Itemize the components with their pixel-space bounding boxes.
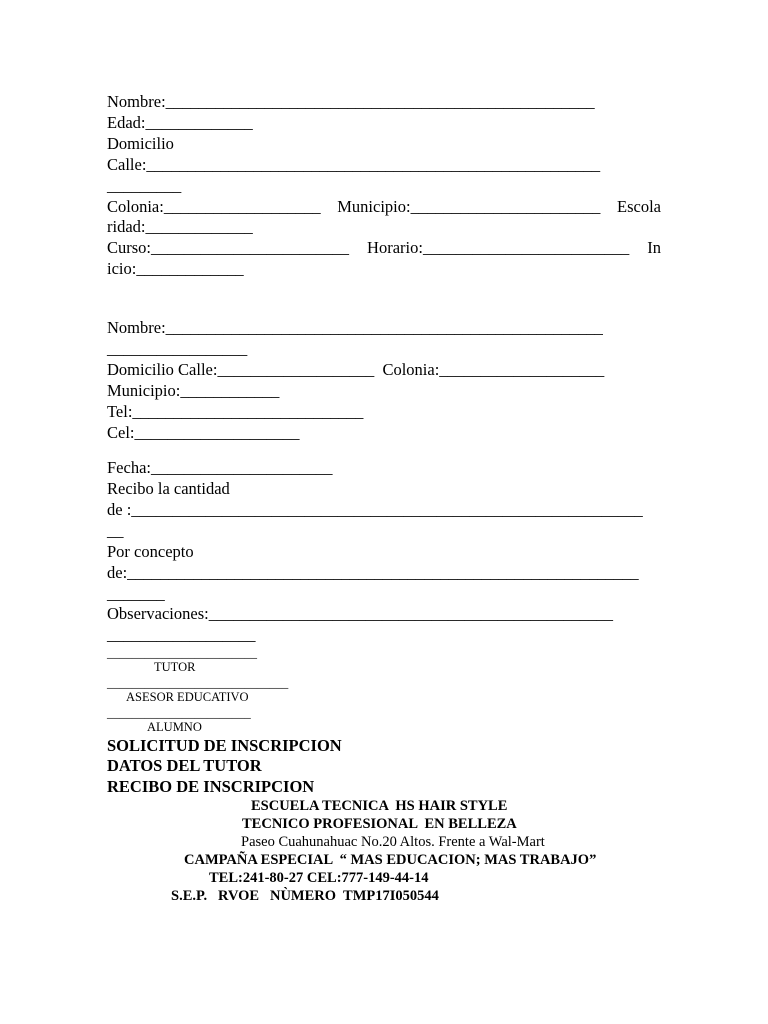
student-colonia-row — [107, 197, 661, 217]
heading-recibo: RECIBO DE INSCRIPCION — [107, 777, 315, 796]
student-escolaridad-label: Escola — [617, 197, 661, 216]
student-age-field: Edad:_____________ — [107, 113, 253, 132]
heading-datos-tutor: DATOS DEL TUTOR — [107, 756, 262, 775]
student-signature-label: ALUMNO — [147, 720, 202, 734]
student-escolaridad-field: ridad:_____________ — [107, 217, 253, 236]
tutor-name-field: Nombre:_____________________________________________________ — [107, 318, 603, 337]
tutor-name-field-continued: _________________ — [107, 339, 248, 358]
receipt-concept-label: Por concepto — [107, 542, 194, 561]
heading-solicitud: SOLICITUD DE INSCRIPCION — [107, 736, 342, 755]
school-address: Paseo Cuahunahuac No.20 Altos. Frente a Wal-Mart — [241, 834, 545, 850]
student-street-field: Calle:_______________________________________________________ — [107, 155, 601, 174]
student-signature-line: _______________________ — [107, 706, 251, 720]
school-name: ESCUELA TECNICA HS HAIR STYLE — [251, 798, 508, 814]
tutor-signature-label: TUTOR — [154, 660, 196, 674]
sep-rvoe-number: S.E.P. RVOE NÙMERO TMP17I050544 — [171, 888, 439, 904]
tutor-cel-field: Cel:____________________ — [107, 423, 300, 442]
contact-phones: TEL:241-80-27 CEL:777-149-44-14 — [209, 870, 429, 886]
tutor-tel-field: Tel:____________________________ — [107, 402, 364, 421]
receipt-concept-field: de:______________________________________________________________ — [107, 563, 639, 582]
student-address-label: Domicilio — [107, 134, 174, 153]
campaign-slogan: CAMPAÑA ESPECIAL “ MAS EDUCACION; MAS TRABAJO” — [184, 852, 597, 868]
receipt-amount-field-continued: __ — [107, 521, 124, 540]
student-municipio-field: Municipio:_______________________ — [337, 197, 601, 216]
tutor-address-field: Domicilio Calle:___________________ Colonia:____________________ — [107, 360, 605, 379]
tutor-signature-line: ________________________ — [107, 646, 257, 660]
student-street-field-continued: _________ — [107, 176, 182, 195]
receipt-observations-field: Observaciones:_________________________________________________ — [107, 604, 613, 623]
student-course-field: Curso:________________________ — [107, 238, 350, 257]
student-schedule-field: Horario:_________________________ — [367, 238, 630, 257]
tutor-municipio-field: Municipio:____________ — [107, 381, 280, 400]
receipt-amount-field: de :______________________________________________________________ — [107, 500, 643, 519]
receipt-amount-label: Recibo la cantidad — [107, 479, 230, 498]
student-start-field: icio:_____________ — [107, 259, 244, 278]
receipt-observations-field-continued: __________________ — [107, 625, 256, 644]
student-start-label: In — [647, 238, 661, 257]
student-colonia-field: Colonia:___________________ — [107, 197, 321, 216]
school-program: TECNICO PROFESIONAL EN BELLEZA — [242, 816, 517, 832]
receipt-date-field: Fecha:______________________ — [107, 458, 333, 477]
receipt-concept-field-continued: _______ — [107, 584, 165, 603]
student-name-field: Nombre:____________________________________________________ — [107, 92, 595, 111]
advisor-signature-label: ASESOR EDUCATIVO — [126, 690, 249, 704]
student-course-row — [107, 238, 661, 258]
advisor-signature-line: _____________________________ — [107, 676, 289, 690]
